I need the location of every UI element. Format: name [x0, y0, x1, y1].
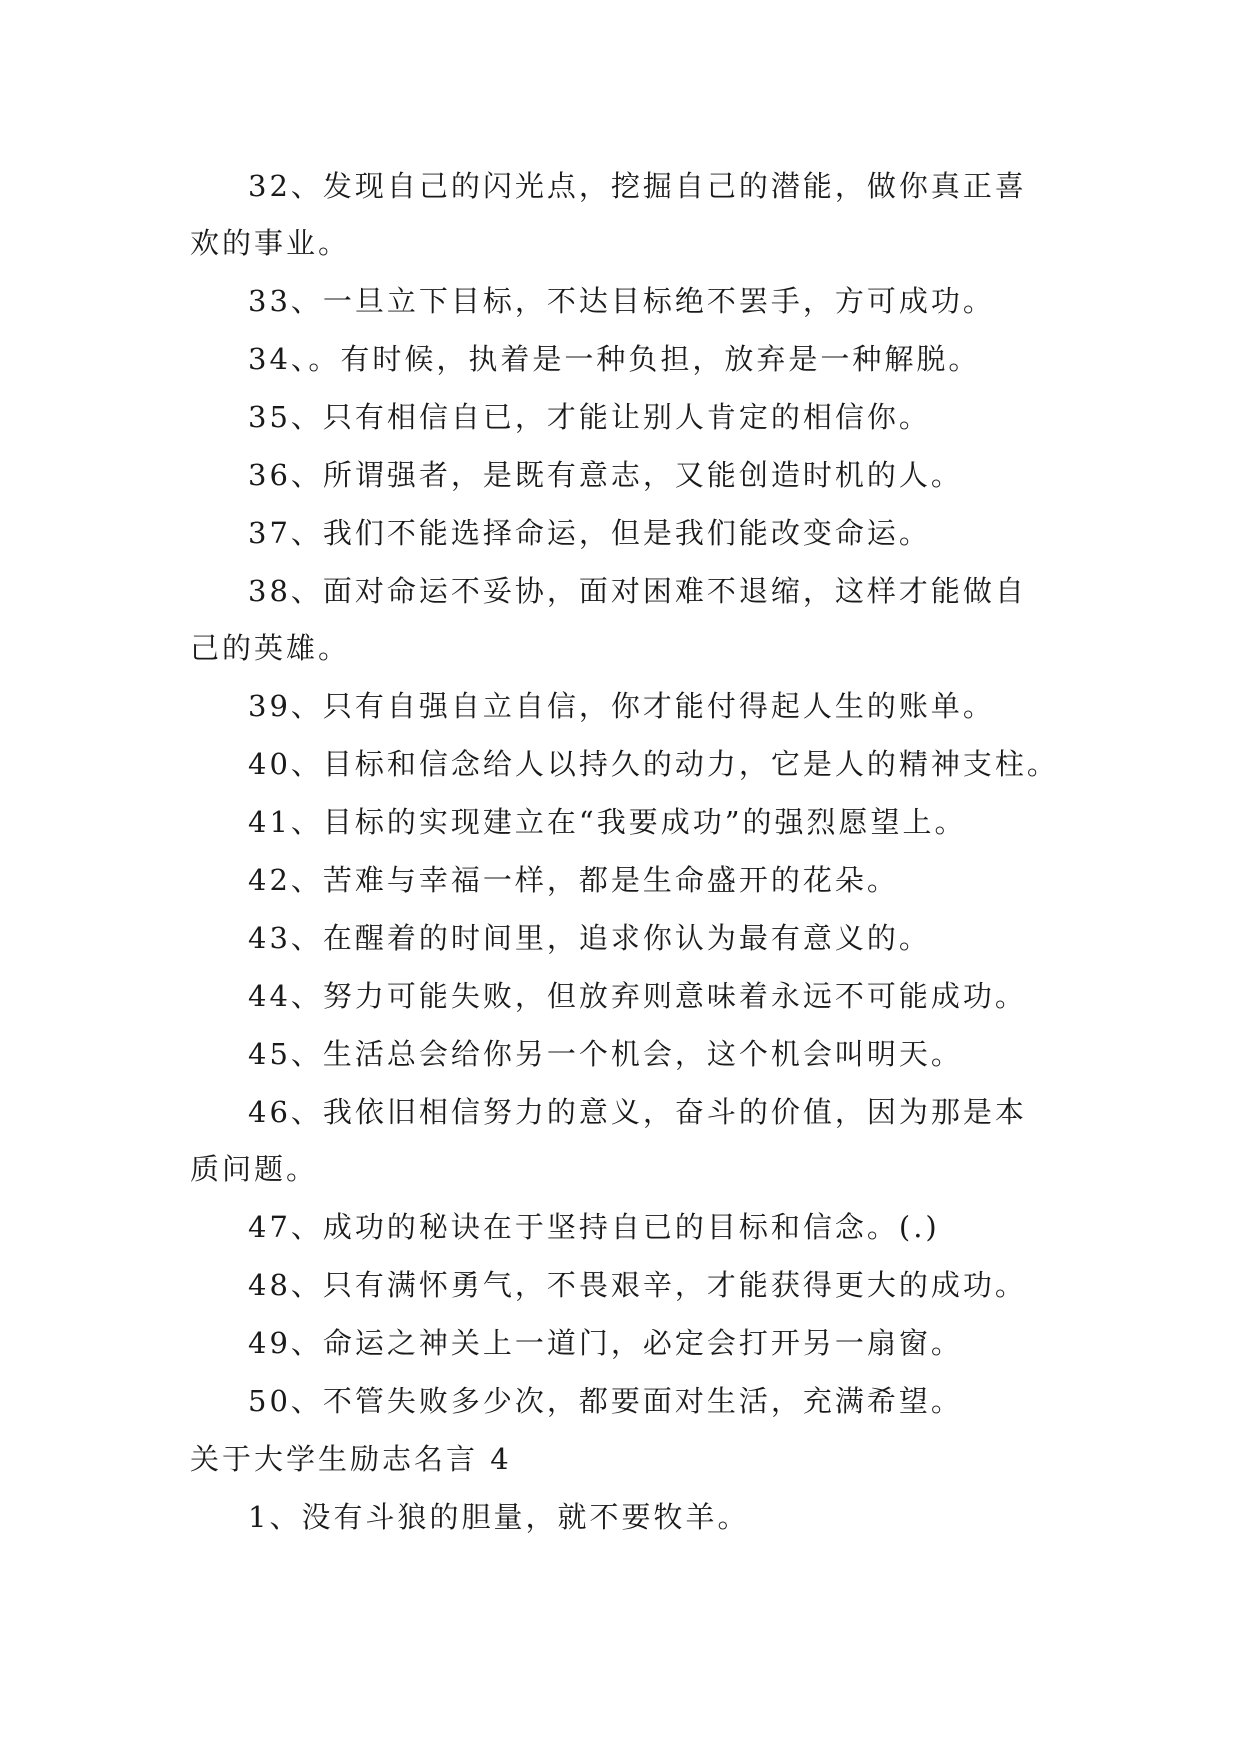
- quote-45: 45、生活总会给你另一个机会，这个机会叫明天。: [248, 1037, 963, 1071]
- quote-39: 39、只有自强自立自信，你才能付得起人生的账单。: [248, 689, 995, 723]
- quote-38-line-2: 己的英雄。: [190, 631, 351, 665]
- quote-40: 40、目标和信念给人以持久的动力，它是人的精神支柱。: [248, 747, 1059, 781]
- quote-42: 42、苦难与幸福一样，都是生命盛开的花朵。: [248, 863, 899, 897]
- quote-32-line-2: 欢的事业。: [190, 226, 351, 260]
- quote-48: 48、只有满怀勇气，不畏艰辛，才能获得更大的成功。: [248, 1268, 1027, 1302]
- section-heading: 关于大学生励志名言 4: [190, 1442, 512, 1476]
- quote-38-line-1: 38、面对命运不妥协，面对困难不退缩，这样才能做自: [248, 574, 1027, 608]
- quote-44: 44、努力可能失败，但放弃则意味着永远不可能成功。: [248, 979, 1027, 1013]
- quote-49: 49、命运之神关上一道门，必定会打开另一扇窗。: [248, 1326, 963, 1360]
- quote-37: 37、我们不能选择命运，但是我们能改变命运。: [248, 516, 931, 550]
- quote-50: 50、不管失败多少次，都要面对生活，充满希望。: [248, 1384, 963, 1418]
- quote-35: 35、只有相信自已，才能让别人肯定的相信你。: [248, 400, 931, 434]
- quote-41: 41、目标的实现建立在“我要成功”的强烈愿望上。: [248, 805, 967, 839]
- quote-46-line-2: 质问题。: [190, 1152, 319, 1186]
- quote-1: 1、没有斗狼的胆量，就不要牧羊。: [248, 1500, 750, 1534]
- quote-33: 33、一旦立下目标，不达目标绝不罢手，方可成功。: [248, 284, 995, 318]
- quote-32-line-1: 32、发现自己的闪光点，挖掘自己的潜能，做你真正喜: [248, 169, 1027, 203]
- quote-34: 34、。有时候，执着是一种负担，放弃是一种解脱。: [248, 342, 981, 376]
- quote-36: 36、所谓强者，是既有意志，又能创造时机的人。: [248, 458, 963, 492]
- quote-46-line-1: 46、我依旧相信努力的意义，奋斗的价值，因为那是本: [248, 1095, 1027, 1129]
- quote-43: 43、在醒着的时间里，追求你认为最有意义的。: [248, 921, 931, 955]
- quote-47: 47、成功的秘诀在于坚持自已的目标和信念。(.): [248, 1210, 940, 1244]
